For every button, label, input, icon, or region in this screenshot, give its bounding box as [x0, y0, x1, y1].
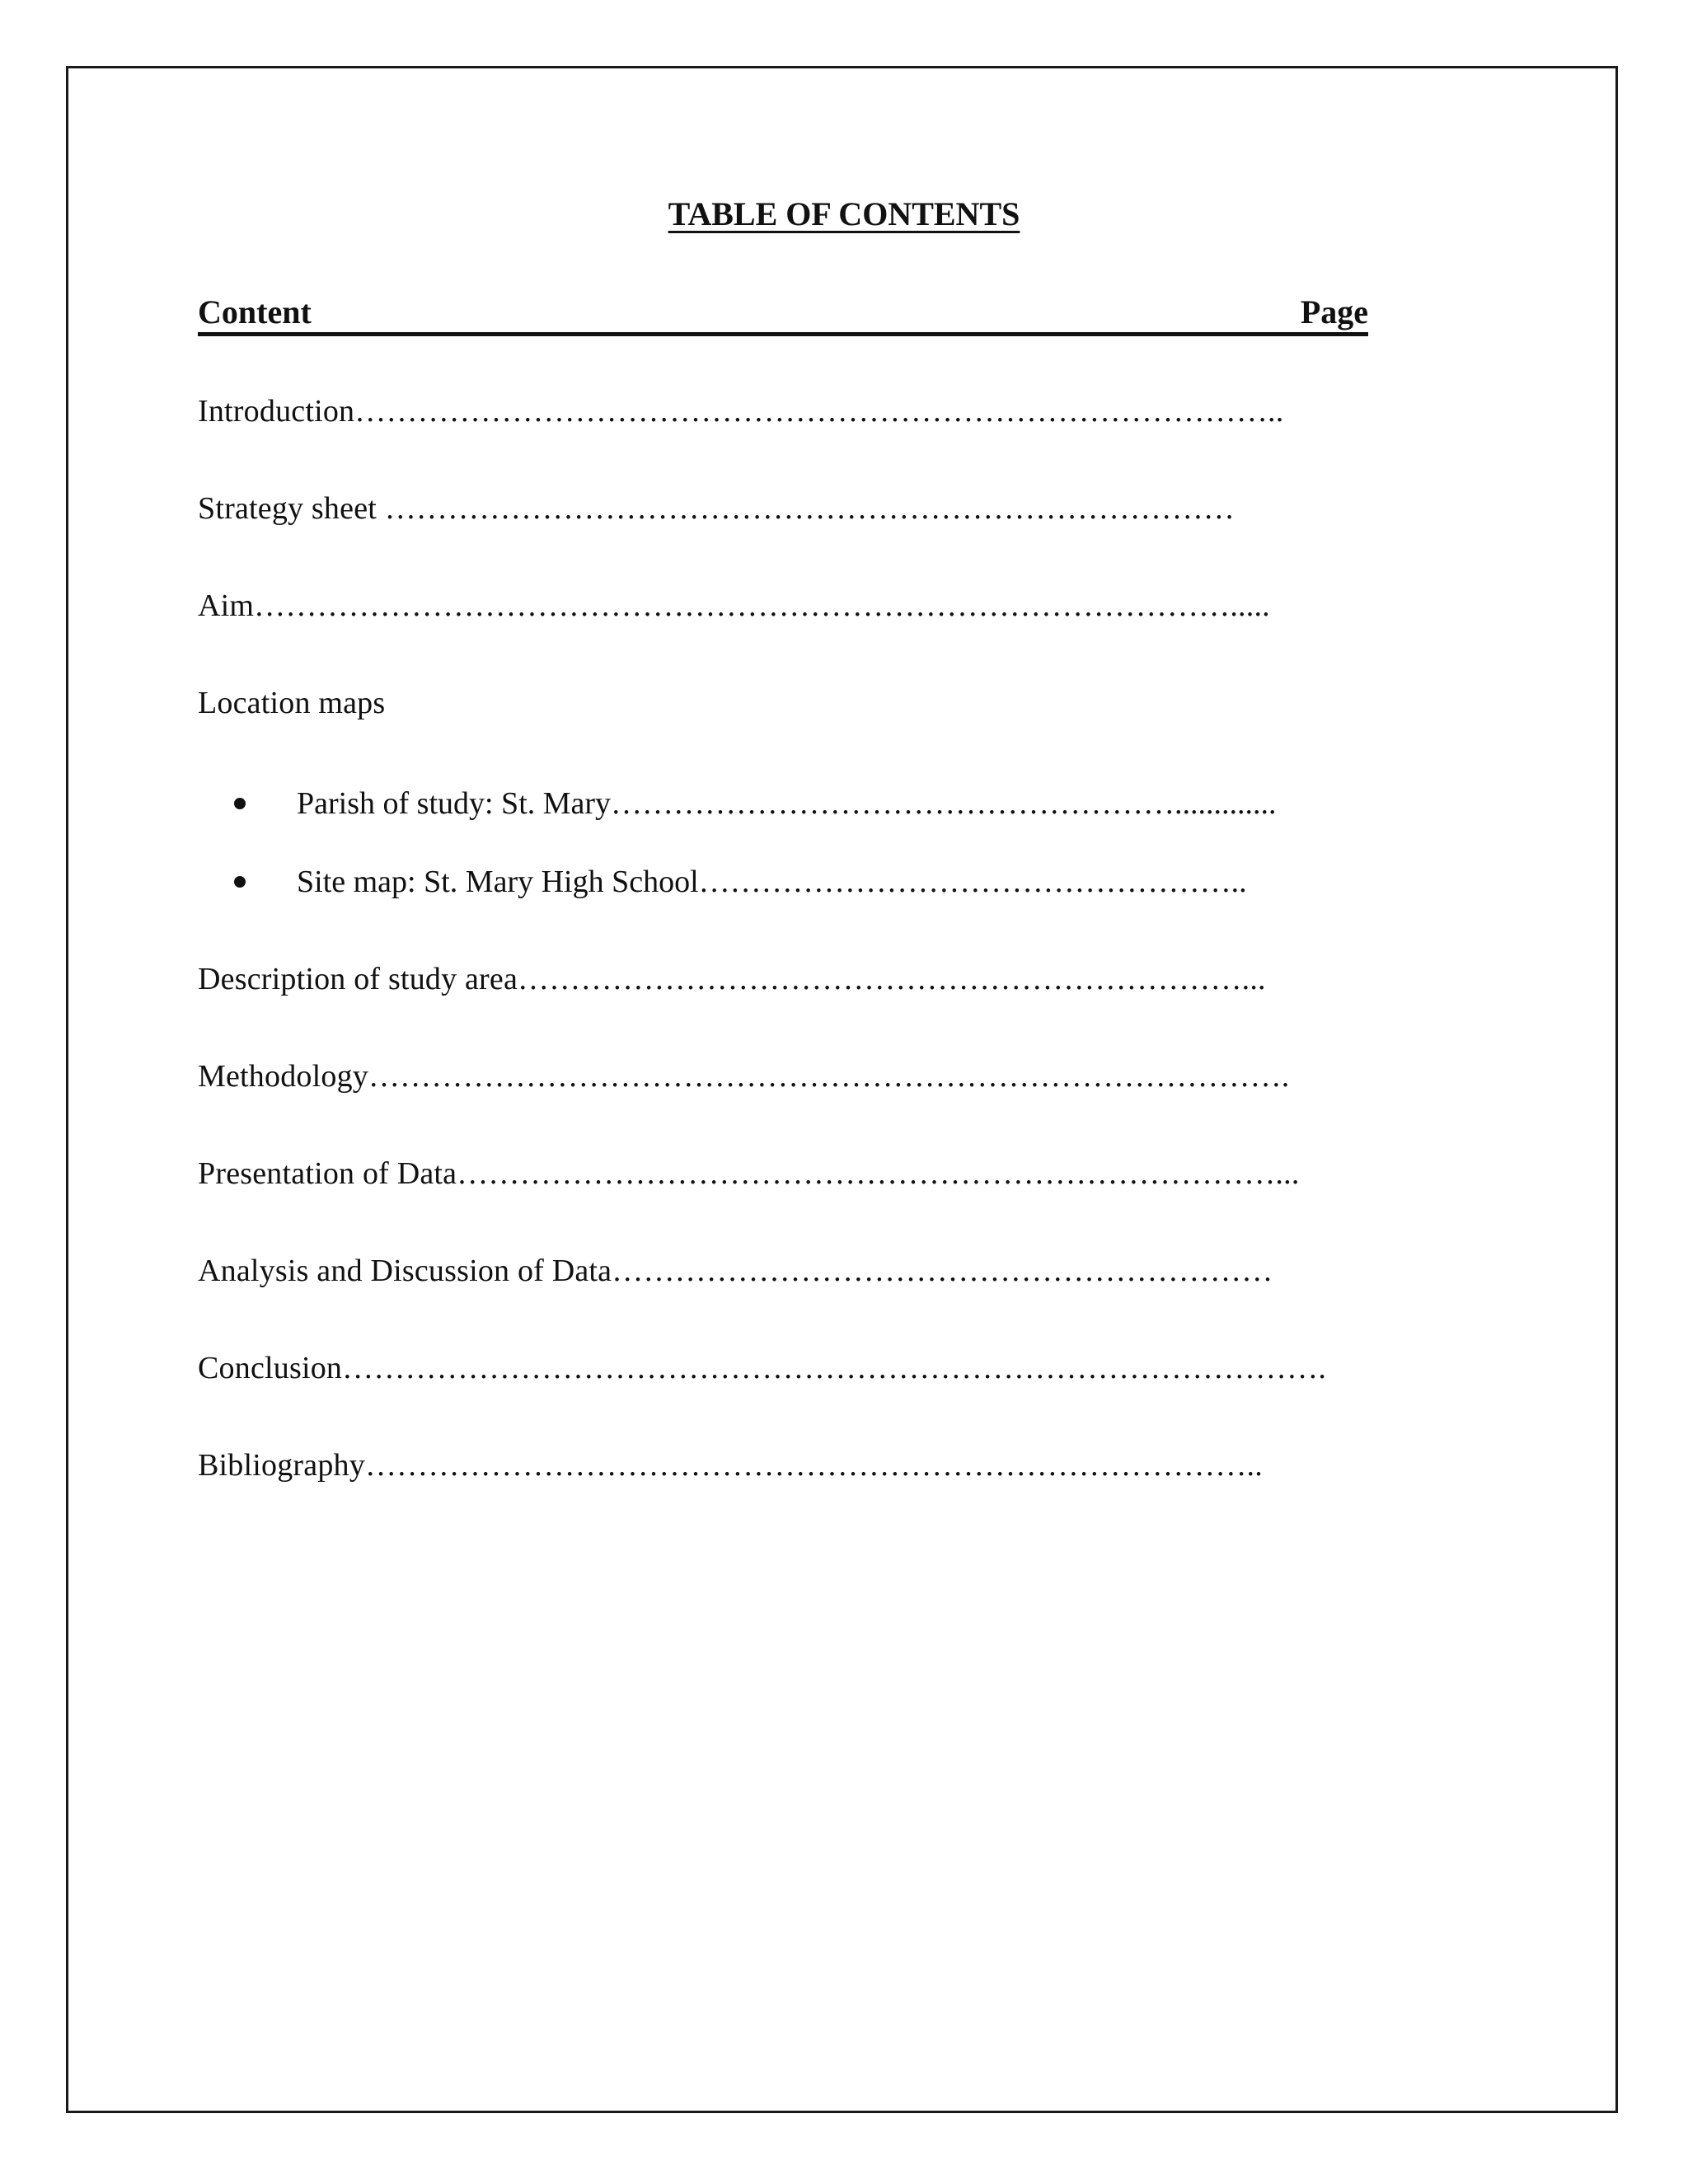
- bullet-icon: [234, 876, 246, 888]
- toc-header: [198, 293, 1368, 336]
- toc-entry-methodology: Methodology…………………………………………………………………………….: [198, 1059, 1290, 1094]
- toc-entry-strategy-sheet: Strategy sheet ………………………………………………………………………: [198, 491, 1236, 526]
- toc-entry-aim: Aim………………………………………………………………………………….....: [198, 588, 1270, 623]
- page-column-header: Page: [1300, 293, 1368, 330]
- toc-subentry-parish-of-study: Parish of study: St. Mary……………………………………………….............: [297, 786, 1277, 821]
- toc-entry-presentation-of-data: Presentation of Data……………………………………………………………………...: [198, 1156, 1300, 1191]
- toc-entry-introduction: Introduction……………………………………………………………………………..: [198, 394, 1284, 429]
- toc-entry-bibliography: Bibliography…………………………………………………………………………..: [198, 1448, 1263, 1483]
- page-title: [0, 194, 1688, 235]
- toc-entry-location-maps: Location maps: [198, 686, 386, 720]
- page-title-text: TABLE OF CONTENTS: [668, 195, 1020, 232]
- toc-entry-description-of-study-area: Description of study area……………………………………………………………...: [198, 962, 1266, 996]
- toc-entry-analysis-and-discussion: Analysis and Discussion of Data………………………………………………………: [198, 1254, 1273, 1288]
- content-column-header: Content: [198, 293, 312, 330]
- bullet-icon: [234, 798, 246, 809]
- toc-entry-conclusion: Conclusion………………………………………………………………………………….: [198, 1351, 1327, 1385]
- toc-subentry-site-map: Site map: St. Mary High School……………………………………………..: [297, 865, 1247, 899]
